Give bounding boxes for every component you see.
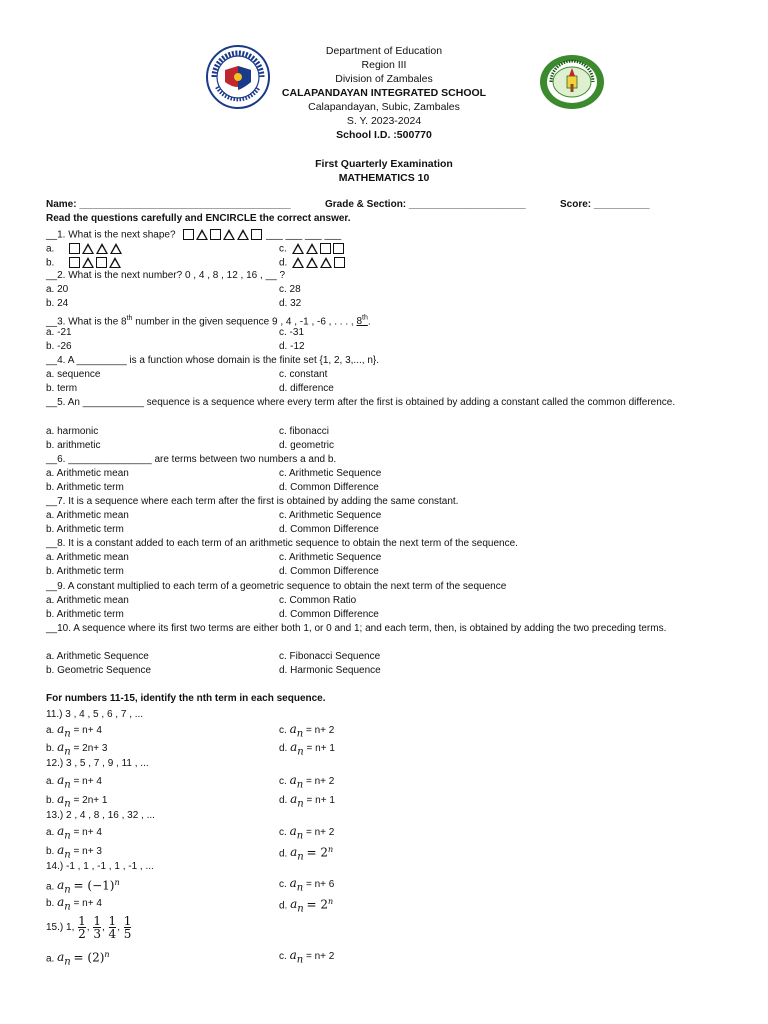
question-13: 13.) 2 , 4 , 8 , 16 , 32 , ... [46,810,155,821]
question-4: __4. A _________ is a function whose domain is the finite set {1, 2, 3,..., n}. [46,355,380,366]
choice-4c[interactable]: c. constant [279,369,328,380]
fraction: $\frac{1}{2}$ [78,913,86,941]
choice-13b[interactable]: b. $a_n = n+ 3$ [46,843,102,861]
a-sub-n: $a_n$ [57,722,71,740]
choice-12d[interactable]: d. $a_n = n+ 1$ [279,792,335,810]
choice-12a[interactable]: a. $a_n = n+ 4$ [46,773,102,791]
a-sub-n: $a_n$ [290,740,304,758]
choice-12b[interactable]: b. $a_n = 2n+ 1$ [46,792,108,810]
fraction: $\frac{1}{5}$ [123,913,132,941]
choice-10b[interactable]: b. Geometric Sequence [46,665,152,676]
triangle-shape-icon [237,229,249,240]
choice-3b[interactable]: b. -26 [46,341,72,352]
choice-12c[interactable]: c. $a_n = n+ 2$ [279,773,335,791]
school-header [0,44,768,142]
choice-9d[interactable]: d. Common Difference [279,609,379,620]
a-sub-n: $a_n$ [290,792,304,810]
question-2: __2. What is the next number? 0 , 4 , 8 , 12 , 16 , __ ? [46,270,286,281]
a-sub-n: $a_n$ [57,843,71,861]
a-sub-n: $a_n$ [57,773,71,791]
header-school-year: S. Y. 2023-2024 [346,115,422,127]
choice-14c[interactable]: c. $a_n = n+ 6$ [279,876,335,894]
triangle-shape-icon [196,229,208,240]
question-5: __5. An ___________ sequence is a sequence where every term after the first is obtained by adding a constant called the common difference. [46,397,676,408]
choice-8a[interactable]: a. Arithmetic mean [46,552,129,563]
choice-15a[interactable]: a. $a_n = (2)^n$ [46,950,110,968]
choice-9a[interactable]: a. Arithmetic mean [46,595,129,606]
exam-title-block [0,157,768,185]
triangle-shape-icon [320,257,332,268]
header-school-name: CALAPANDAYAN INTEGRATED SCHOOL [281,87,487,99]
header-division: Division of Zambales [335,73,433,85]
choice-1b[interactable]: b. [46,256,122,271]
choice-9b[interactable]: b. Arithmetic term [46,609,124,620]
choice-5b[interactable]: b. arithmetic [46,440,101,451]
choice-3d[interactable]: d. -12 [279,341,305,352]
triangle-shape-icon [306,243,318,254]
choice-5a[interactable]: a. harmonic [46,426,99,437]
square-shape-icon [333,243,344,254]
choice-14a[interactable]: a. $a_n = (-1)^n$ [46,878,120,896]
choice-14d[interactable]: d. $a_n = 2^n$ [279,897,334,915]
choice-11d[interactable]: d. $a_n = n+ 1$ [279,740,335,758]
choice-10c[interactable]: c. Fibonacci Sequence [279,651,381,662]
triangle-shape-icon [109,257,121,268]
choice-8c[interactable]: c. Arithmetic Sequence [279,552,382,563]
square-shape-icon [183,229,194,240]
header-region: Region III [361,59,407,71]
question-14: 14.) -1 , 1 , -1 , 1 , -1 , ... [46,861,154,872]
a-sub-n: $a_n$ [57,740,71,758]
exam-subject: MATHEMATICS 10 [338,172,430,184]
a-sub-n: $a_n$ [290,845,304,863]
square-shape-icon [69,243,80,254]
choice-6d[interactable]: d. Common Difference [279,482,379,493]
choice-7b[interactable]: b. Arithmetic term [46,524,124,535]
header-school-id: School I.D. :500770 [336,129,432,141]
choice-1a[interactable]: a. [46,242,123,257]
a-sub-n: $a_n$ [289,773,304,791]
choice-10a[interactable]: a. Arithmetic Sequence [46,651,149,662]
fraction: $\frac{1}{4}$ [108,913,117,941]
choice-3c[interactable]: c. -31 [279,327,305,338]
a-sub-n: $a_n$ [57,950,71,968]
square-shape-icon [334,257,345,268]
question-8: __8. It is a constant added to each term of an arithmetic sequence to obtain the next term of the sequence. [46,538,518,549]
choice-4b[interactable]: b. term [46,383,78,394]
answer-blanks: ___ ___ ___ ___ [266,229,342,241]
triangle-shape-icon [82,243,94,254]
choice-1d[interactable]: d. [279,256,346,271]
choice-13d[interactable]: d. $a_n = 2^n$ [279,845,334,863]
choice-15c[interactable]: c. $a_n = n+ 2$ [279,948,335,966]
choice-8b[interactable]: b. Arithmetic term [46,566,124,577]
square-shape-icon [69,257,80,268]
choice-9c[interactable]: c. Common Ratio [279,595,357,606]
question-12: 12.) 3 , 5 , 7 , 9 , 11 , ... [46,758,149,769]
choice-7d[interactable]: d. Common Difference [279,524,379,535]
choice-2c[interactable]: c. 28 [279,284,301,295]
choice-13a[interactable]: a. $a_n = n+ 4$ [46,824,102,842]
triangle-shape-icon [223,229,235,240]
choice-5d[interactable]: d. geometric [279,440,335,451]
question-1: __1. What is the next shape? ___ ___ ___ ___ [46,229,342,241]
question-6: __6. _______________ are terms between two numbers a and b. [46,454,337,465]
choice-shapes [291,256,346,270]
a-sub-n: $a_n$ [289,824,304,842]
square-shape-icon [251,229,262,240]
question-7: __7. It is a sequence where each term after the first is obtained by adding the same constant. [46,496,459,507]
header-department: Department of Education [325,45,443,57]
choice-7a[interactable]: a. Arithmetic mean [46,510,129,521]
name-field[interactable]: Name: ______________________________________ [46,199,291,210]
a-sub-n: $a_n$ [289,876,304,894]
triangle-shape-icon [110,243,122,254]
a-sub-n: $a_n$ [289,948,304,966]
question-9: __9. A constant multiplied to each term of a geometric sequence to obtain the next term of the sequence [46,581,507,592]
choice-14b[interactable]: b. $a_n = n+ 4$ [46,895,102,913]
choice-10d[interactable]: d. Harmonic Sequence [279,665,381,676]
choice-3a[interactable]: a. -21 [46,327,72,338]
choice-4d[interactable]: d. difference [279,383,334,394]
grade-section-field[interactable]: Grade & Section: _____________________ [325,199,526,210]
triangle-shape-icon [96,243,108,254]
choice-11b[interactable]: b. $a_n = 2n+ 3$ [46,740,108,758]
choice-7c[interactable]: c. Arithmetic Sequence [279,510,382,521]
triangle-shape-icon [306,257,318,268]
square-shape-icon [320,243,331,254]
choice-4a[interactable]: a. sequence [46,369,101,380]
fraction: $\frac{1}{3}$ [93,913,101,941]
choice-5c[interactable]: c. fibonacci [279,426,330,437]
choice-6a[interactable]: a. Arithmetic mean [46,468,129,479]
question-15: 15.) 1, $\frac{1}{2}$ , $\frac{1}{3}$ , $\frac{1}{4}$ , $\frac{1}{5}$ [46,913,132,941]
a-sub-n: $a_n$ [57,792,71,810]
choice-11a[interactable]: a. $a_n = n+ 4$ [46,722,102,740]
header-address: Calapandayan, Subic, Zambales [308,101,460,113]
shape-pattern [182,228,263,242]
exam-title: First Quarterly Examination [315,158,453,170]
score-field[interactable]: Score: __________ [560,199,650,210]
triangle-shape-icon [82,257,94,268]
part2-instructions: For numbers 11-15, identify the nth term in each sequence. [46,693,326,704]
choice-6b[interactable]: b. Arithmetic term [46,482,124,493]
choice-2d[interactable]: d. 32 [279,298,302,309]
choice-shapes [291,242,345,256]
a-sub-n: $a_n$ [57,878,71,896]
question-10: __10. A sequence where its first two terms are either both 1, or 0 and 1; and each term, then, is obtained by adding the two preceding terms. [46,623,667,634]
choice-2a[interactable]: a. 20 [46,284,69,295]
choice-shapes [68,242,123,256]
triangle-shape-icon [292,243,304,254]
square-shape-icon [96,257,107,268]
choice-shapes [68,256,122,270]
choice-6c[interactable]: c. Arithmetic Sequence [279,468,382,479]
choice-13c[interactable]: c. $a_n = n+ 2$ [279,824,335,842]
choice-1c[interactable]: c. [279,242,345,257]
choice-8d[interactable]: d. Common Difference [279,566,379,577]
question-3: __3. What is the 8th number in the given sequence 9 , 4 , -1 , -6 , . . . , 8th. [46,315,371,328]
a-sub-n: $a_n$ [57,824,71,842]
question-11: 11.) 3 , 4 , 5 , 6 , 7 , ... [46,709,144,720]
a-sub-n: $a_n$ [290,897,304,915]
a-sub-n: $a_n$ [289,722,304,740]
square-shape-icon [210,229,221,240]
instructions: Read the questions carefully and ENCIRCLE the correct answer. [46,213,351,224]
choice-11c[interactable]: c. $a_n = n+ 2$ [279,722,335,740]
choice-2b[interactable]: b. 24 [46,298,69,309]
a-sub-n: $a_n$ [57,895,71,913]
triangle-shape-icon [292,257,304,268]
